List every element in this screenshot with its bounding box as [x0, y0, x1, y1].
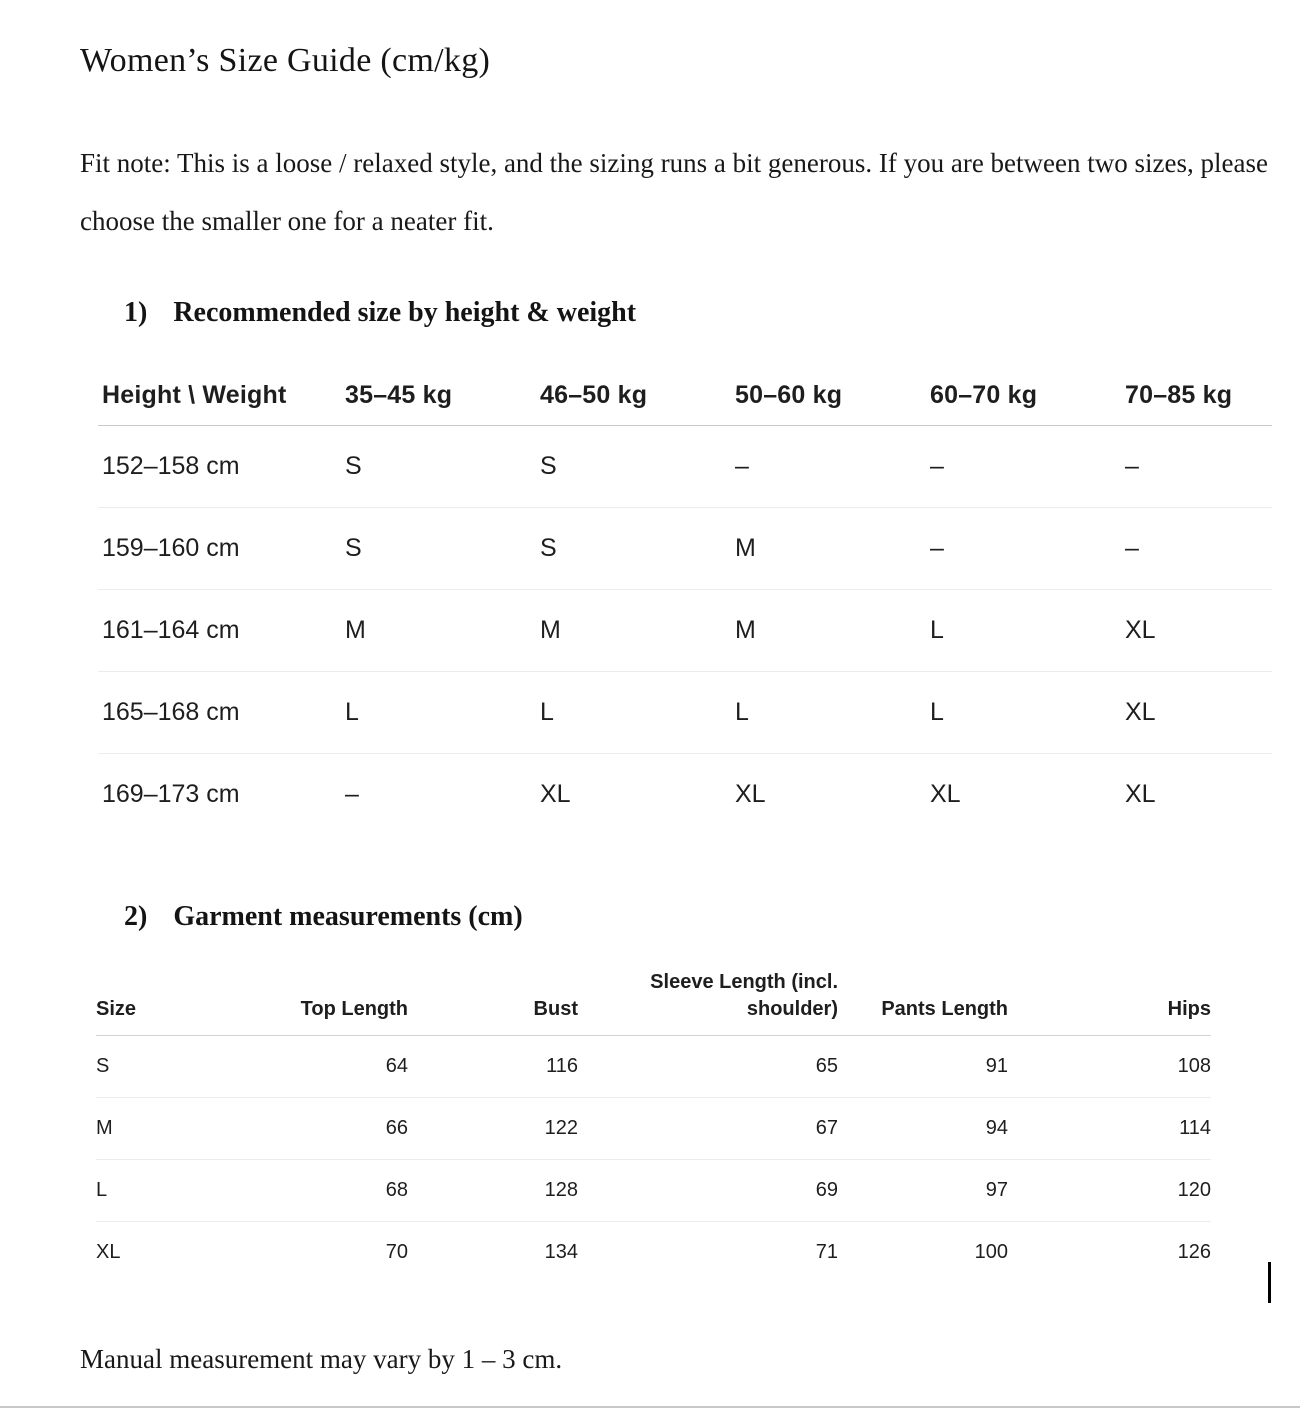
size-cell: S — [540, 508, 735, 590]
page-title: Women’s Size Guide (cm/kg) — [80, 42, 491, 79]
measurement-cell: 128 — [408, 1160, 578, 1222]
table-row — [98, 672, 1272, 754]
size-label-cell: M — [96, 1098, 231, 1160]
measurement-cell: 120 — [1008, 1160, 1211, 1222]
measurement-cell: 116 — [408, 1036, 578, 1098]
column-header-sleeve-length: Sleeve Length (incl. shoulder) — [578, 966, 838, 1036]
size-cell: L — [345, 672, 540, 754]
size-cell: L — [540, 672, 735, 754]
measurement-cell: 66 — [231, 1098, 408, 1160]
height-range-cell: 152–158 cm — [98, 426, 345, 508]
size-cell: L — [930, 590, 1125, 672]
measurement-cell: 108 — [1008, 1036, 1211, 1098]
size-cell: XL — [1125, 672, 1272, 754]
fit-note-paragraph: Fit note: This is a loose / relaxed style, and the sizing runs a bit generous. If you are between two sizes, please choose the smaller one for a neater fit. — [80, 148, 1268, 236]
size-cell: XL — [735, 780, 766, 808]
table-row — [96, 1098, 1211, 1160]
table-row — [98, 508, 1272, 590]
column-header-size: Size — [96, 966, 231, 1036]
measurement-cell: 114 — [1008, 1098, 1211, 1160]
column-header-weight-3: 50–60 kg — [735, 368, 930, 426]
column-header-weight-4: 60–70 kg — [930, 368, 1125, 426]
column-header-weight-5: 70–85 kg — [1125, 368, 1272, 426]
section-number: 2) — [124, 901, 148, 932]
size-cell: S — [540, 426, 735, 508]
section-number: 1) — [124, 297, 148, 328]
size-label-cell: S — [96, 1036, 231, 1098]
measurement-cell: 69 — [578, 1160, 838, 1222]
size-cell: M — [540, 590, 735, 672]
size-cell: M — [735, 590, 930, 672]
table-row — [98, 426, 1272, 508]
size-cell: XL — [540, 780, 571, 808]
size-label-cell: XL — [96, 1241, 121, 1263]
measurement-cell: 64 — [231, 1036, 408, 1098]
garment-measurements-table — [96, 966, 1211, 1283]
size-cell: L — [735, 672, 930, 754]
column-header-top-length: Top Length — [231, 966, 408, 1036]
size-cell: XL — [1125, 780, 1156, 808]
column-header-height-weight: Height \ Weight — [98, 368, 345, 426]
table-row — [98, 754, 1272, 836]
measurement-cell: 97 — [838, 1160, 1008, 1222]
measurement-cell: 67 — [578, 1098, 838, 1160]
size-label-cell: L — [96, 1160, 231, 1222]
size-cell: – — [735, 426, 930, 508]
measurement-cell: 122 — [408, 1098, 578, 1160]
table-row — [98, 590, 1272, 672]
size-cell: – — [1125, 508, 1272, 590]
table-row — [96, 1222, 1211, 1284]
size-cell: S — [345, 426, 540, 508]
height-range-cell: 159–160 cm — [98, 508, 345, 590]
measurement-cell: 91 — [838, 1036, 1008, 1098]
size-cell: – — [345, 780, 359, 808]
column-header-weight-1: 35–45 kg — [345, 368, 540, 426]
size-cell: M — [345, 590, 540, 672]
column-header-bust: Bust — [408, 966, 578, 1036]
size-cell: – — [930, 426, 1125, 508]
height-range-cell: 169–173 cm — [102, 780, 240, 808]
height-range-cell: 161–164 cm — [98, 590, 345, 672]
size-cell: – — [930, 508, 1125, 590]
manual-measurement-note: Manual measurement may vary by 1 – 3 cm. — [80, 1344, 563, 1374]
column-header-hips: Hips — [1008, 966, 1211, 1036]
section-title: Recommended size by height & weight — [173, 297, 637, 328]
size-cell: L — [930, 672, 1125, 754]
table-header-row — [96, 966, 1211, 1036]
measurement-cell: 134 — [544, 1241, 578, 1263]
column-header-pants-length: Pants Length — [838, 966, 1008, 1036]
measurement-cell: 70 — [385, 1241, 408, 1263]
table-header-row — [98, 368, 1272, 426]
measurement-cell: 100 — [974, 1241, 1008, 1263]
section-heading-recommended-size — [124, 296, 636, 330]
size-cell: – — [1125, 426, 1272, 508]
measurement-cell: 71 — [815, 1241, 838, 1263]
table-row — [96, 1160, 1211, 1222]
measurement-cell: 65 — [578, 1036, 838, 1098]
size-cell: M — [735, 508, 930, 590]
measurement-cell: 126 — [1177, 1241, 1211, 1263]
text-cursor-caret — [1268, 1262, 1271, 1303]
size-cell: S — [345, 508, 540, 590]
table-row — [96, 1036, 1211, 1098]
height-range-cell: 165–168 cm — [98, 672, 345, 754]
section-heading-garment-measurements — [124, 900, 523, 934]
section-title: Garment measurements (cm) — [173, 901, 523, 932]
column-header-weight-2: 46–50 kg — [540, 368, 735, 426]
measurement-cell: 68 — [231, 1160, 408, 1222]
size-cell: XL — [930, 780, 961, 808]
measurement-cell: 94 — [838, 1098, 1008, 1160]
size-cell: XL — [1125, 590, 1272, 672]
size-by-height-weight-table — [98, 368, 1272, 835]
